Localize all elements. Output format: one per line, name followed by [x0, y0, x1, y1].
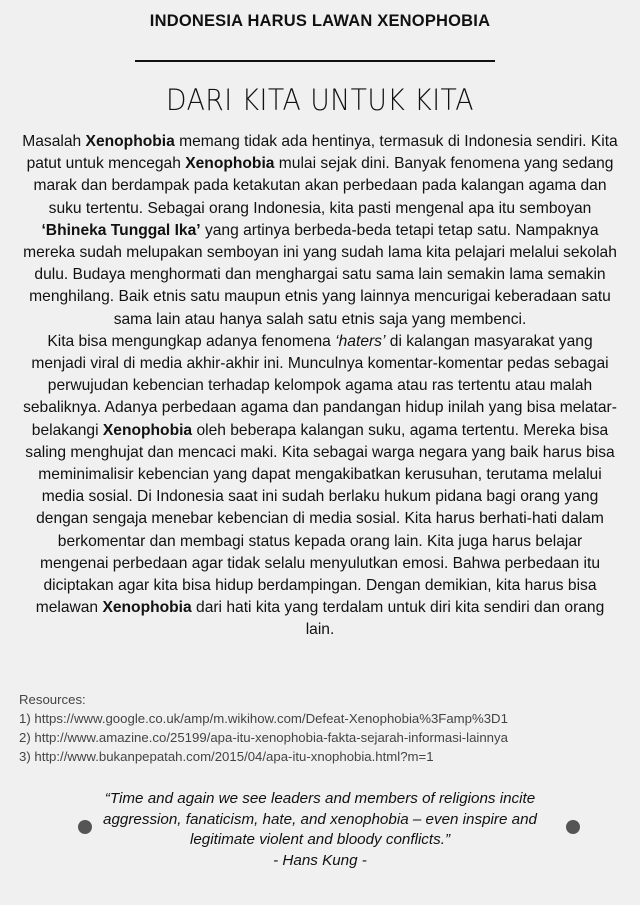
- text-run: mulai sejak dini. Banyak fenomena yang sedang marak dan berdampak pada ketakutan akan perbedaan pada kalangan agama dan suku tertentu. Sebagai orang Indonesia, kita pasti mengenal apa itu semboyan: [33, 155, 614, 217]
- resource-link: 1) https://www.google.co.uk/amp/m.wikihow.com/Defeat-Xenophobia%3Famp%3D1: [19, 711, 508, 726]
- text-run: oleh beberapa kalangan suku, agama tertentu. Mereka bisa saling menghujat dan mencaci maki. Kita sebagai warga negara yang baik harus bisa meminimalisir kebencian yang dapat mengakibatkan kerusuhan, terutama melalui media sosial. Di Indonesia saat ini sudah berlaku hukum pidana bagi orang yang dengan sengaja menebar kebencian di media sosial. Kita harus berhati-hati dalam berkomentar dan membagi status kepada orang lain. Kita juga harus belajar mengenai perbedaan agar tidak selalu menyulutkan emosi. Bahwa perbedaan itu diciptakan agar kita bisa hidup berdampingan. Dengan demikian, kita harus bisa melawan: [25, 421, 615, 617]
- text-run: memang tidak ada hentinya, termasuk di Indonesia sendiri. Kita patut untuk mencegah: [26, 133, 618, 173]
- quote-author: - Hans Kung -: [273, 851, 367, 869]
- resources-section: [19, 690, 630, 766]
- text-run-bold: Xenophobia: [85, 133, 175, 150]
- paragraph-2: [22, 331, 618, 642]
- text-run: Masalah: [22, 133, 86, 150]
- paragraph-1: [22, 131, 618, 331]
- resource-link: 2) http://www.amazine.co/25199/apa-itu-xenophobia-fakta-sejarah-informasi-lainnya: [19, 730, 508, 745]
- text-run-italic: ‘haters’: [335, 332, 386, 350]
- page-subtitle: DARI KITA UNTUK KITA: [166, 83, 474, 117]
- header-divider: [135, 60, 495, 62]
- text-run-bold: Xenophobia: [185, 155, 275, 173]
- resource-link: 3) http://www.bukanpepatah.com/2015/04/apa-itu-xnophobia.html?m=1: [19, 749, 434, 764]
- text-run: di kalangan masyarakat yang menjadi viral di media akhir-akhir ini. Munculnya komentar-komentar pedas sebagai perwujudan kebencian terhadap kelompok agama atau ras tertentu atau malah sebaliknya. Adanya perbedaan agama dan pandangan hidup inilah yang bisa melatar-belakangi: [23, 332, 617, 439]
- text-run: yang artinya berbeda-beda tetapi tetap satu. Nampaknya mereka sudah melupakan semboyan ini yang sudah lama kita pelajari melalui sekolah dulu. Budaya menghormati dan menghargai satu sama lain semakin lama semakin menghilang. Baik etnis satu maupun etnis yang lainnya mencurigai keberadaan satu sama lain atau hanya salah satu etnis saja yang membenci.: [23, 221, 617, 328]
- text-run-bold: Xenophobia: [102, 421, 193, 439]
- text-run: Kita bisa mengungkap adanya fenomena: [47, 332, 336, 350]
- quote-block: [92, 789, 548, 871]
- text-run-bold: ‘Bhineka Tunggal Ika’: [41, 221, 201, 239]
- quote-bullet-right: [566, 820, 580, 834]
- quote-text: “Time and again we see leaders and members of religions incite aggression, fanaticism, hate, and xenophobia – even inspire and legitimate violent and bloody conflicts.”: [103, 790, 537, 848]
- article-body: [22, 131, 618, 642]
- quote-bullet-left: [78, 820, 92, 834]
- text-run: dari hati kita yang terdalam untuk diri kita sendiri dan orang lain.: [191, 599, 605, 639]
- header-title: INDONESIA HARUS LAWAN XENOPHOBIA: [149, 12, 491, 30]
- resources-label: Resources:: [19, 692, 86, 707]
- text-run-bold: Xenophobia: [102, 599, 192, 617]
